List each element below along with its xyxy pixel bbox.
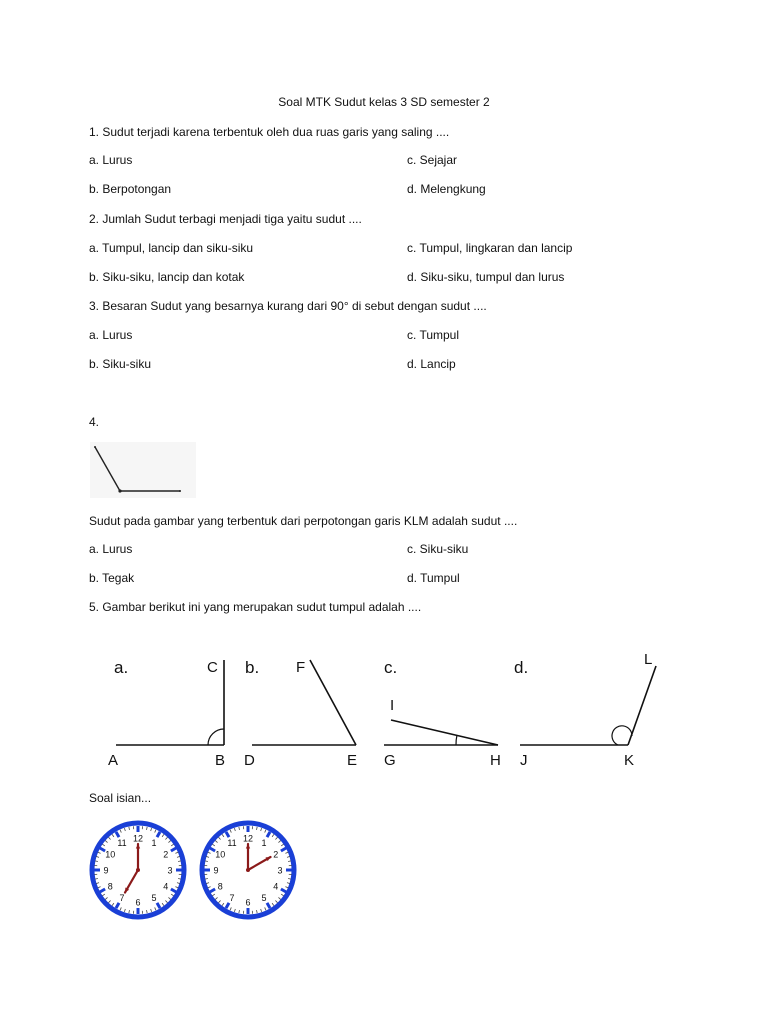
q1-option-c: c. Sejajar [407, 153, 458, 167]
q5-point-i: I [390, 697, 395, 714]
q4-option-b: b. Tegak [89, 571, 135, 585]
q1-option-b: b. Berpotongan [89, 182, 172, 196]
q3-option-b: b. Siku-siku [89, 357, 152, 371]
q5c-line-hi [391, 720, 498, 745]
page-title: Soal MTK Sudut kelas 3 SD semester 2 [278, 95, 490, 109]
q3-option-d: d. Lancip [407, 357, 456, 371]
q5-point-l: L [644, 651, 653, 668]
q2-option-a: a. Tumpul, lancip dan siku-siku [89, 241, 254, 255]
q5-point-c: C [207, 659, 218, 676]
q2-option-d: d. Siku-siku, tumpul dan lurus [407, 270, 565, 284]
q5-label-a: a. [114, 658, 129, 677]
clock-number: 3 [277, 865, 283, 876]
q5a-angle-arc [208, 729, 224, 745]
q4-vertex-dot [118, 489, 121, 492]
clock-1 [86, 818, 190, 922]
clock-number: 10 [215, 849, 226, 860]
clock-number: 9 [103, 865, 109, 876]
q1-option-d: d. Melengkung [407, 182, 486, 196]
q5-point-k: K [624, 752, 635, 769]
clock-number: 12 [132, 833, 144, 844]
q1-option-a: a. Lurus [89, 153, 133, 167]
question-4-number: 4. [89, 415, 100, 429]
question-4-text: Sudut pada gambar yang terbentuk dari perpotongan garis KLM adalah sudut .... [89, 514, 518, 528]
clock-number: 6 [245, 897, 251, 908]
q5-point-a: A [108, 752, 119, 769]
clock-number: 1 [151, 837, 157, 848]
question-1-text: 1. Sudut terjadi karena terbentuk oleh dua ruas garis yang saling .... [89, 125, 450, 139]
q5-label-b: b. [245, 658, 260, 677]
q5-point-b: B [215, 752, 226, 769]
question-5-angles-figure [100, 648, 680, 774]
question-4-angle-figure [88, 440, 198, 500]
clock-number: 8 [217, 881, 223, 892]
q5b-line-ef [310, 660, 356, 745]
clock-number: 1 [261, 837, 267, 848]
clock-number: 9 [213, 865, 219, 876]
q5-point-f: F [296, 659, 306, 676]
q2-option-c: c. Tumpul, lingkaran dan lancip [407, 241, 573, 255]
q5-point-d: D [244, 752, 255, 769]
q5-point-j: J [520, 752, 528, 769]
question-3-text: 3. Besaran Sudut yang besarnya kurang dari 90° di sebut dengan sudut .... [89, 299, 487, 313]
q3-option-a: a. Lurus [89, 328, 133, 342]
q3-option-c: c. Tumpul [407, 328, 460, 342]
q4-end-dot [94, 446, 96, 448]
clock-center [136, 868, 140, 872]
q5-label-d: d. [514, 658, 529, 677]
question-5-text: 5. Gambar berikut ini yang merupakan sudut tumpul adalah .... [89, 600, 422, 614]
q4-end-dot-2 [179, 490, 181, 492]
clock-number: 7 [229, 893, 235, 904]
clock-number: 2 [273, 849, 279, 860]
q5-point-g: G [384, 752, 396, 769]
clock-center [246, 868, 250, 872]
clock-number: 12 [242, 833, 254, 844]
q4-option-d: d. Tumpul [407, 571, 460, 585]
clock-number: 4 [163, 881, 169, 892]
clock-number: 11 [227, 837, 237, 848]
q4-option-a: a. Lurus [89, 542, 133, 556]
clock-number: 2 [163, 849, 169, 860]
clock-number: 3 [167, 865, 173, 876]
q5-point-h: H [490, 752, 501, 769]
isian-heading: Soal isian... [89, 791, 152, 805]
clock-number: 7 [119, 893, 125, 904]
q5c-angle-arc [456, 735, 457, 745]
q2-option-b: b. Siku-siku, lancip dan kotak [89, 270, 245, 284]
clock-number: 5 [261, 893, 267, 904]
q5-point-e: E [347, 752, 358, 769]
clock-number: 8 [107, 881, 113, 892]
clock-number: 5 [151, 893, 157, 904]
q4-option-c: c. Siku-siku [407, 542, 469, 556]
clock-2 [196, 818, 300, 922]
clock-number: 6 [135, 897, 141, 908]
clock-number: 11 [117, 837, 127, 848]
question-2-text: 2. Jumlah Sudut terbagi menjadi tiga yaitu sudut .... [89, 212, 362, 226]
clock-number: 4 [273, 881, 279, 892]
clock-number: 10 [105, 849, 116, 860]
q5-label-c: c. [384, 658, 398, 677]
